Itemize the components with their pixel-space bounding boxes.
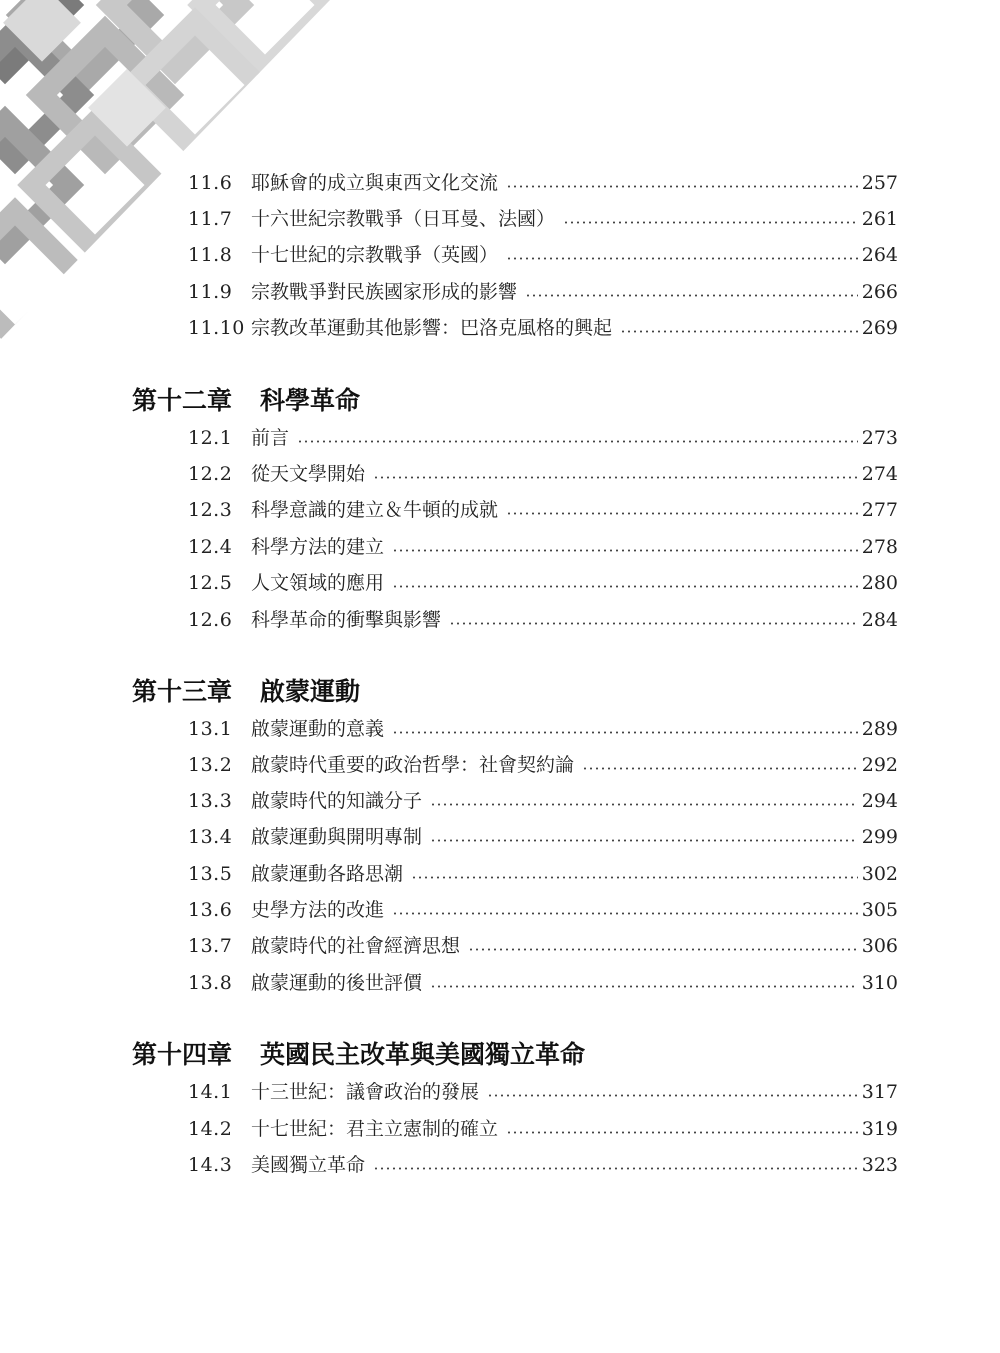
section-title: 啟蒙時代的知識分子	[251, 790, 423, 812]
dot-leader	[373, 1167, 858, 1170]
section-title: 十六世紀宗教戰爭（日耳曼、法國）	[251, 208, 556, 230]
section-number: 13.7	[188, 935, 233, 957]
page-number: 323	[861, 1154, 898, 1176]
toc-entry-13-5[interactable]	[188, 859, 898, 889]
chapter-label: 第十三章	[132, 677, 233, 706]
dot-leader	[506, 185, 858, 188]
page-number: 257	[861, 172, 898, 194]
page-number: 305	[861, 899, 898, 921]
section-number: 11.6	[188, 172, 233, 194]
page-number: 294	[861, 790, 898, 812]
section-number: 13.3	[188, 790, 233, 812]
toc-entry-12-1[interactable]	[188, 423, 898, 453]
page-number: 292	[861, 754, 898, 776]
page-number: 274	[861, 463, 898, 485]
toc-entry-13-4[interactable]	[188, 822, 898, 852]
dot-leader	[411, 876, 858, 879]
section-number: 12.1	[188, 427, 233, 449]
section-number: 14.1	[188, 1081, 233, 1103]
dot-leader	[525, 294, 858, 297]
page-number: 273	[861, 427, 898, 449]
section-title: 宗教戰爭對民族國家形成的影響	[251, 281, 518, 303]
page-number: 317	[861, 1081, 898, 1103]
section-title: 美國獨立革命	[251, 1154, 366, 1176]
section-number: 13.5	[188, 863, 233, 885]
page-number: 277	[861, 499, 898, 521]
toc-entry-14-3[interactable]	[188, 1150, 898, 1180]
section-number: 13.1	[188, 718, 233, 740]
toc-entry-11-6[interactable]	[188, 168, 898, 198]
section-title: 啟蒙運動與開明專制	[251, 826, 423, 848]
page-number: 299	[861, 826, 898, 848]
page-number: 319	[861, 1118, 898, 1140]
page-number: 310	[861, 972, 898, 994]
section-title: 耶穌會的成立與東西文化交流	[251, 172, 499, 194]
toc-entry-14-1[interactable]	[188, 1077, 898, 1107]
page-number: 280	[861, 572, 898, 594]
section-number: 13.2	[188, 754, 233, 776]
section-number: 11.10	[188, 317, 245, 339]
chapter-title: 啟蒙運動	[260, 677, 361, 706]
section-title: 啟蒙運動各路思潮	[251, 863, 404, 885]
chapter-label: 第十二章	[132, 386, 233, 415]
dot-leader	[620, 330, 858, 333]
section-number: 14.3	[188, 1154, 233, 1176]
toc-entry-13-2[interactable]	[188, 750, 898, 780]
toc-entry-12-5[interactable]	[188, 568, 898, 598]
dot-leader	[430, 985, 858, 988]
section-number: 11.8	[188, 244, 233, 266]
section-title: 科學意識的建立＆牛頓的成就	[251, 499, 499, 521]
section-title: 史學方法的改進	[251, 899, 385, 921]
dot-leader	[392, 549, 858, 552]
dot-leader	[506, 1131, 858, 1134]
dot-leader	[392, 585, 858, 588]
section-number: 13.6	[188, 899, 233, 921]
toc-entry-13-8[interactable]	[188, 968, 898, 998]
chapter-label: 第十四章	[132, 1040, 233, 1069]
section-number: 12.5	[188, 572, 233, 594]
toc-entry-11-8[interactable]	[188, 240, 898, 270]
chapter-heading-14[interactable]	[132, 1037, 585, 1073]
dot-leader	[297, 440, 858, 443]
toc-entry-11-7[interactable]	[188, 204, 898, 234]
section-title: 十三世紀：議會政治的發展	[251, 1081, 480, 1103]
dot-leader	[506, 257, 858, 260]
section-number: 12.2	[188, 463, 233, 485]
section-title: 宗教改革運動其他影響：巴洛克風格的興起	[251, 317, 613, 339]
dot-leader	[582, 767, 858, 770]
section-number: 11.9	[188, 281, 233, 303]
toc-entry-12-3[interactable]	[188, 495, 898, 525]
dot-leader	[392, 912, 858, 915]
section-number: 14.2	[188, 1118, 233, 1140]
section-title: 科學方法的建立	[251, 536, 385, 558]
section-number: 13.8	[188, 972, 233, 994]
chapter-title: 英國民主改革與美國獨立革命	[260, 1040, 586, 1069]
section-title: 十七世紀：君主立憲制的確立	[251, 1118, 499, 1140]
section-number: 11.7	[188, 208, 233, 230]
toc-entry-13-1[interactable]	[188, 714, 898, 744]
toc-entry-12-4[interactable]	[188, 532, 898, 562]
section-number: 12.6	[188, 609, 233, 631]
toc-entry-11-9[interactable]	[188, 277, 898, 307]
toc-entry-12-2[interactable]	[188, 459, 898, 489]
section-title: 科學革命的衝擊與影響	[251, 609, 442, 631]
toc-entry-12-6[interactable]	[188, 605, 898, 635]
toc-entry-13-3[interactable]	[188, 786, 898, 816]
page-number: 278	[861, 536, 898, 558]
section-title: 從天文學開始	[251, 463, 366, 485]
dot-leader	[506, 512, 858, 515]
toc-entry-14-2[interactable]	[188, 1114, 898, 1144]
section-title: 人文領域的應用	[251, 572, 385, 594]
section-title: 啟蒙運動的意義	[251, 718, 385, 740]
section-number: 13.4	[188, 826, 233, 848]
dot-leader	[468, 948, 858, 951]
section-number: 12.3	[188, 499, 233, 521]
page-number: 306	[861, 935, 898, 957]
dot-leader	[563, 221, 858, 224]
chapter-heading-12[interactable]	[132, 383, 360, 419]
section-number: 12.4	[188, 536, 233, 558]
dot-leader	[487, 1094, 858, 1097]
dot-leader	[373, 476, 858, 479]
chapter-heading-13[interactable]	[132, 674, 360, 710]
dot-leader	[392, 731, 858, 734]
toc-entry-13-6[interactable]	[188, 895, 898, 925]
chapter-title: 科學革命	[260, 386, 361, 415]
toc-entry-11-10[interactable]	[188, 313, 898, 343]
page-number: 302	[861, 863, 898, 885]
section-title: 十七世紀的宗教戰爭（英國）	[251, 244, 499, 266]
section-title: 啟蒙時代重要的政治哲學：社會契約論	[251, 754, 575, 776]
page-number: 289	[861, 718, 898, 740]
toc-entry-13-7[interactable]	[188, 931, 898, 961]
dot-leader	[430, 839, 858, 842]
dot-leader	[430, 803, 858, 806]
section-title: 啟蒙運動的後世評價	[251, 972, 423, 994]
page-number: 264	[861, 244, 898, 266]
section-title: 前言	[251, 427, 290, 449]
page-number: 261	[861, 208, 898, 230]
dot-leader	[449, 622, 858, 625]
section-title: 啟蒙時代的社會經濟思想	[251, 935, 461, 957]
page-number: 269	[861, 317, 898, 339]
page-number: 266	[861, 281, 898, 303]
page-number: 284	[861, 609, 898, 631]
